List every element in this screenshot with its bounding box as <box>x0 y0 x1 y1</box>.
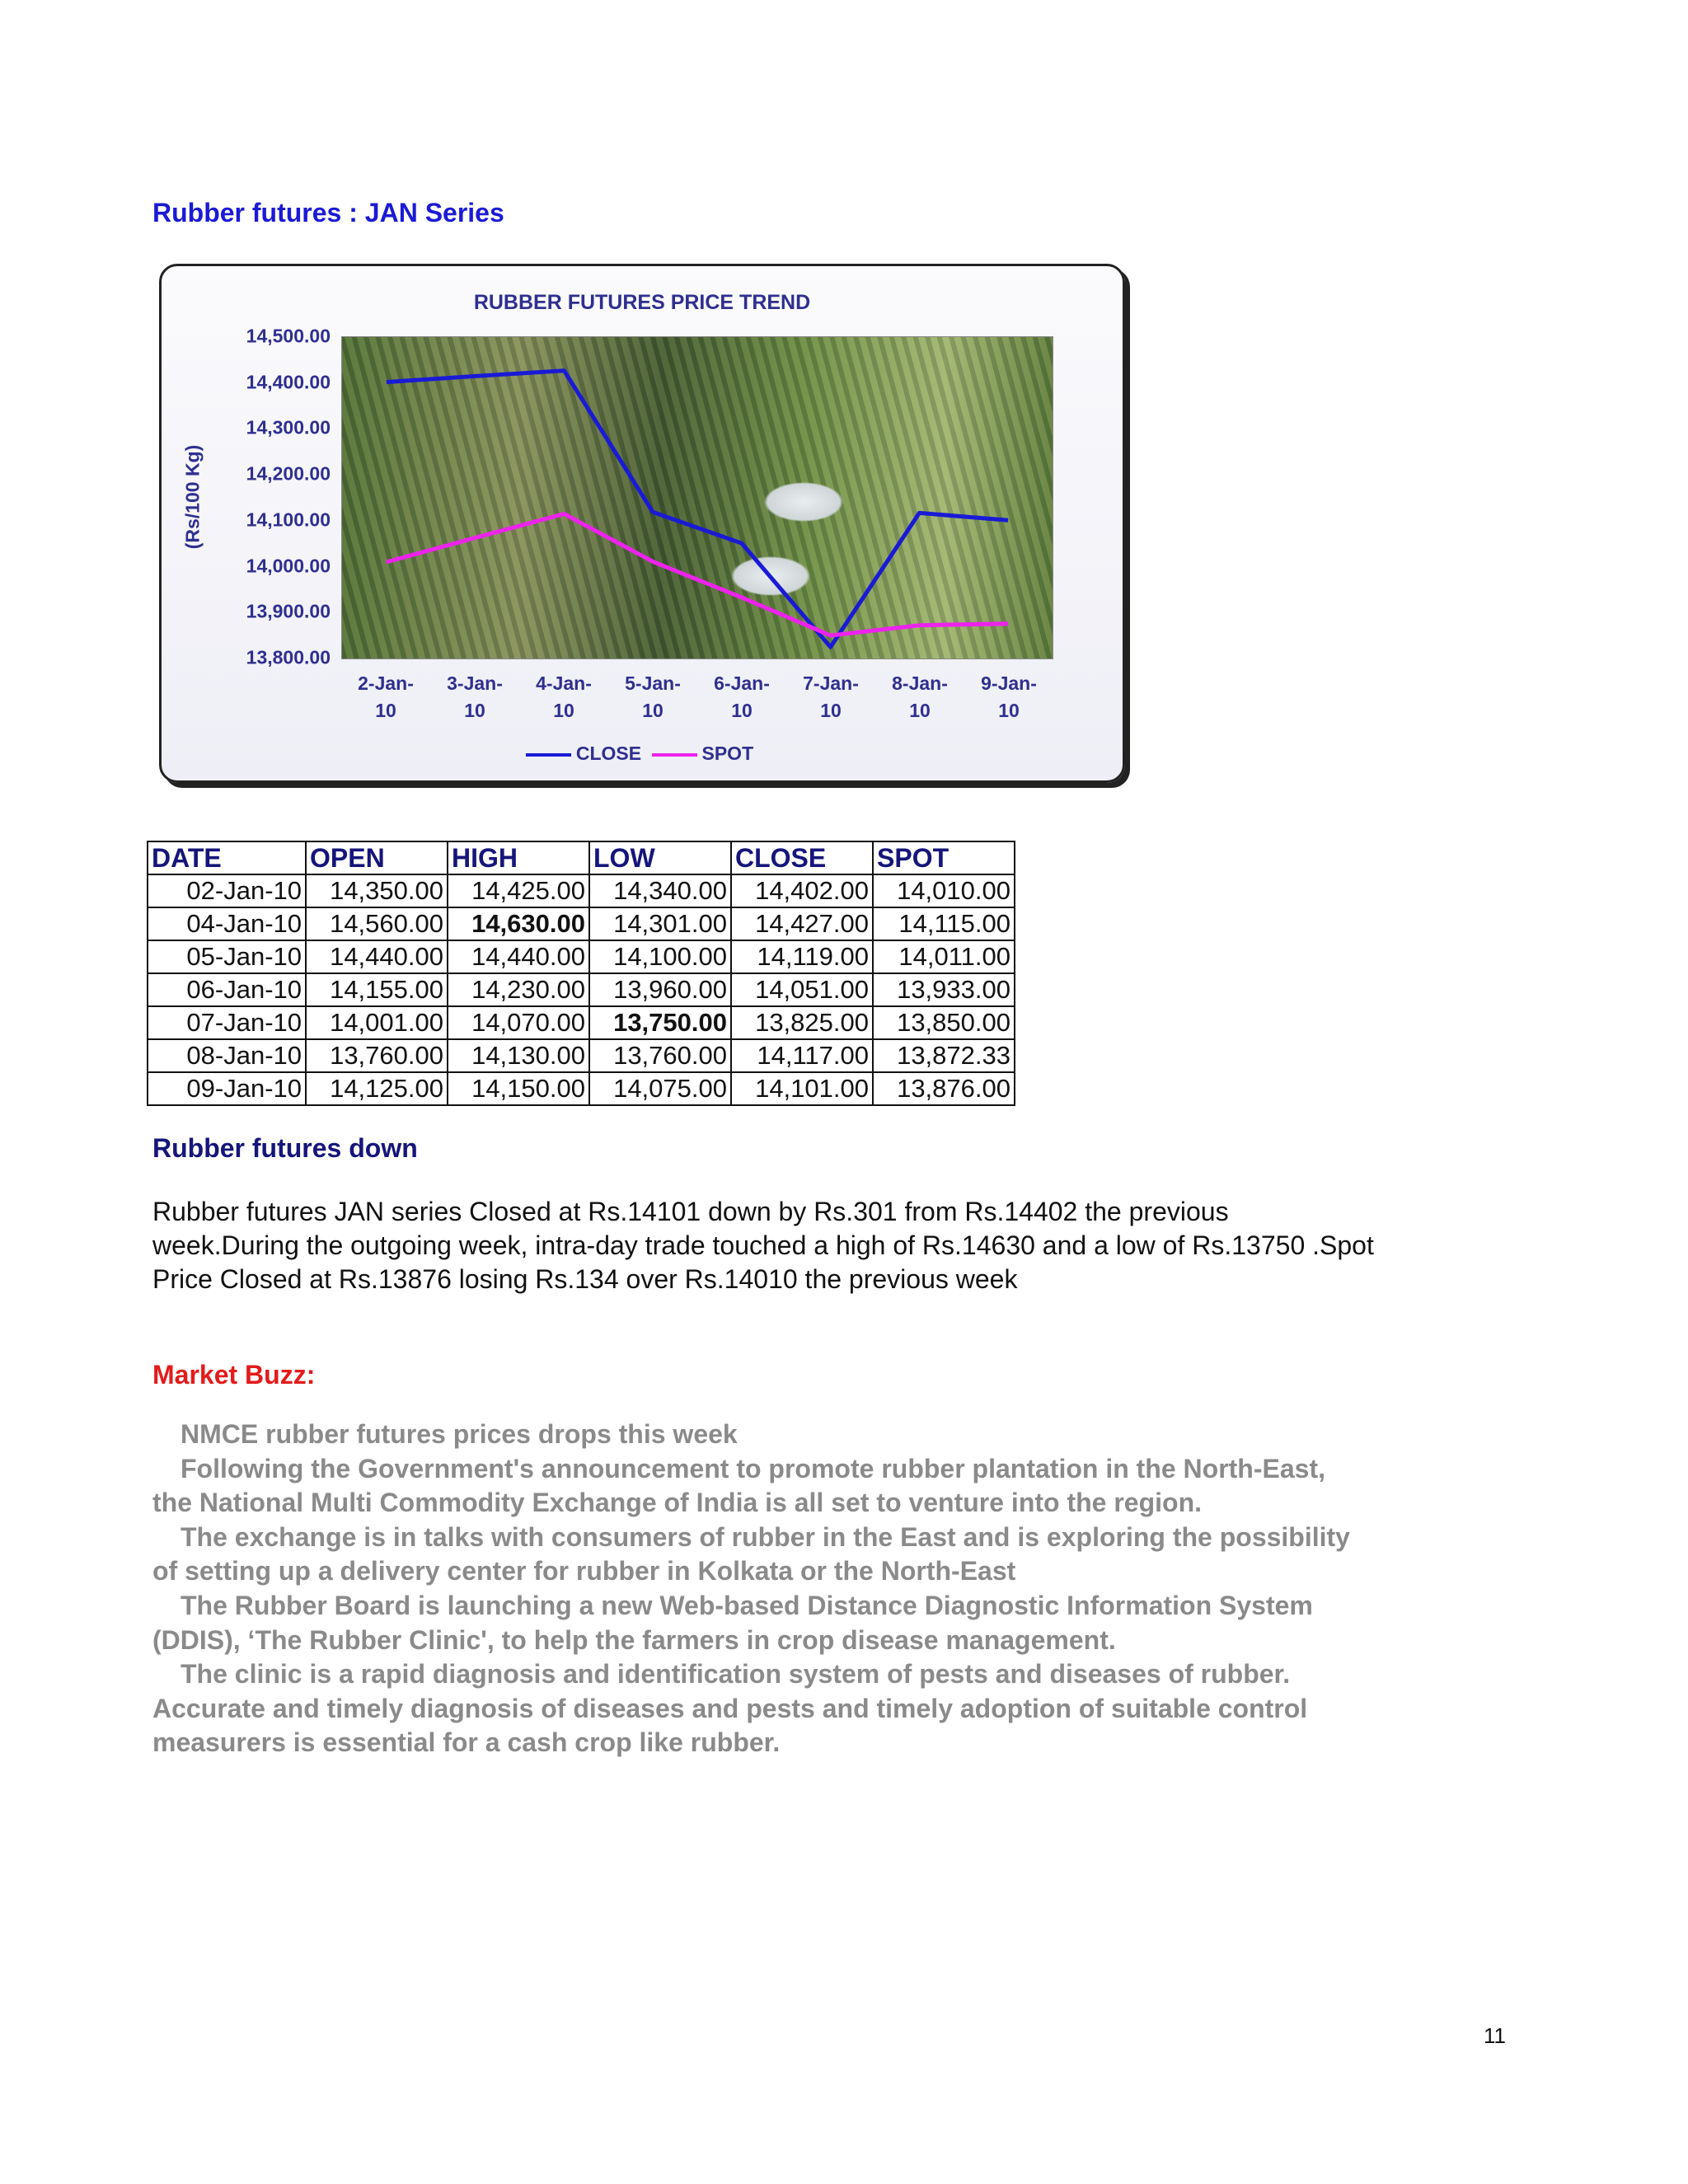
close-legend-label: CLOSE <box>575 743 642 764</box>
table-cell: 14,350.00 <box>306 874 448 907</box>
table-cell: 14,560.00 <box>306 907 448 940</box>
table-row <box>148 1039 1015 1072</box>
column-header: OPEN <box>306 841 448 874</box>
table-header-row <box>148 841 1015 874</box>
x-tick-label: 4-Jan- 10 <box>536 673 592 721</box>
table-cell: 14,070.00 <box>448 1006 589 1039</box>
table-row <box>148 874 1015 907</box>
table-cell: 06-Jan-10 <box>148 973 306 1006</box>
summary-heading: Rubber futures down <box>152 1133 418 1163</box>
table-cell: 14,001.00 <box>306 1006 448 1039</box>
table-cell: 14,011.00 <box>873 940 1015 973</box>
table-row <box>148 1006 1015 1039</box>
table-cell: 13,872.33 <box>873 1039 1015 1072</box>
y-tick-label: 13,900.00 <box>246 600 331 622</box>
table-cell: 14,100.00 <box>589 940 731 973</box>
buzz-line: Following the Government's announcement to promote rubber plantation in the North-East, <box>181 1453 1325 1483</box>
spot-legend-label: SPOT <box>701 743 754 764</box>
table-cell: 07-Jan-10 <box>148 1006 306 1039</box>
table-cell: 14,150.00 <box>448 1072 589 1105</box>
table-cell: 14,101.00 <box>731 1072 873 1105</box>
y-tick-label: 14,500.00 <box>246 325 331 347</box>
table-cell-week-low: 13,750.00 <box>589 1006 731 1039</box>
market-buzz-body <box>152 1418 1438 1760</box>
summary-paragraph <box>152 1195 1438 1296</box>
summary-line: Price Closed at Rs.13876 losing Rs.134 over Rs.14010 the previous week <box>152 1264 1018 1294</box>
table-cell: 14,119.00 <box>731 940 873 973</box>
y-tick-label: 13,800.00 <box>246 646 331 668</box>
y-tick-label: 14,000.00 <box>246 555 331 577</box>
section-title: Rubber futures : JAN Series <box>152 198 504 227</box>
table-cell: 14,340.00 <box>589 874 731 907</box>
x-tick-label: 8-Jan- 10 <box>892 673 948 721</box>
buzz-line: The clinic is a rapid diagnosis and identification system of pests and diseases of rubber. <box>181 1659 1291 1690</box>
x-tick-label: 3-Jan- 10 <box>447 673 503 721</box>
table-cell: 04-Jan-10 <box>148 907 306 940</box>
table-cell-week-high: 14,630.00 <box>448 907 589 940</box>
table-cell: 13,960.00 <box>589 973 731 1006</box>
x-tick-label: 6-Jan- 10 <box>714 673 770 721</box>
table-cell: 14,425.00 <box>448 874 589 907</box>
buzz-line: measurers is essential for a cash crop like rubber. <box>152 1727 781 1758</box>
market-buzz-heading: Market Buzz: <box>152 1360 316 1390</box>
y-axis-label: (Rs/100 Kg) <box>181 444 204 550</box>
x-tick-label: 7-Jan- 10 <box>803 673 859 721</box>
y-tick-label: 14,400.00 <box>246 371 331 393</box>
table-cell: 14,402.00 <box>731 874 873 907</box>
table-cell: 13,876.00 <box>873 1072 1015 1105</box>
price-table <box>147 841 1015 1106</box>
x-tick-label: 9-Jan- 10 <box>981 673 1037 721</box>
table-row <box>148 973 1015 1006</box>
table-cell: 08-Jan-10 <box>148 1039 306 1072</box>
table-cell: 09-Jan-10 <box>148 1072 306 1105</box>
table-cell: 14,427.00 <box>731 907 873 940</box>
table-cell: 14,440.00 <box>306 940 448 973</box>
table-cell: 14,301.00 <box>589 907 731 940</box>
y-tick-label: 14,300.00 <box>246 416 331 438</box>
buzz-line: NMCE rubber futures prices drops this week <box>181 1419 738 1449</box>
table-cell: 14,125.00 <box>306 1072 448 1105</box>
table-cell: 14,010.00 <box>873 874 1015 907</box>
table-cell: 13,760.00 <box>589 1039 731 1072</box>
series-line-spot <box>387 514 1008 636</box>
table-cell: 14,051.00 <box>731 973 873 1006</box>
summary-line: week.During the outgoing week, intra-day trade touched a high of Rs.14630 and a low of Rs.13750 .Spot <box>152 1230 1374 1260</box>
table-cell: 05-Jan-10 <box>148 940 306 973</box>
chart-legend <box>162 743 1123 765</box>
column-header: DATE <box>148 841 306 874</box>
chart-title: RUBBER FUTURES PRICE TREND <box>473 291 811 314</box>
column-header: LOW <box>589 841 731 874</box>
spot-legend-swatch <box>652 753 697 757</box>
table-row <box>148 940 1015 973</box>
table-cell: 14,440.00 <box>448 940 589 973</box>
table-cell: 14,155.00 <box>306 973 448 1006</box>
plot-lines <box>342 337 1053 658</box>
series-line-close <box>387 371 1008 647</box>
close-legend-swatch <box>526 753 571 757</box>
column-header: SPOT <box>873 841 1015 874</box>
price-trend-chart <box>159 264 1125 783</box>
x-tick-label: 5-Jan- 10 <box>625 673 681 721</box>
buzz-line: Accurate and timely diagnosis of diseases and pests and timely adoption of suitable control <box>152 1693 1308 1723</box>
buzz-line: The exchange is in talks with consumers of rubber in the East and is exploring the possibility <box>181 1521 1350 1552</box>
table-cell: 14,115.00 <box>873 907 1015 940</box>
table-row <box>148 1072 1015 1105</box>
table-row <box>148 907 1015 940</box>
table-cell: 13,760.00 <box>306 1039 448 1072</box>
buzz-line: (DDIS), ‘The Rubber Clinic', to help the farmers in crop disease management. <box>152 1624 1116 1655</box>
column-header: HIGH <box>448 841 589 874</box>
y-tick-label: 14,200.00 <box>246 462 331 485</box>
buzz-line: of setting up a delivery center for rubber in Kolkata or the North-East <box>152 1556 1016 1586</box>
table-cell: 13,825.00 <box>731 1006 873 1039</box>
table-cell: 13,933.00 <box>873 973 1015 1006</box>
x-tick-label: 2-Jan- 10 <box>358 673 414 721</box>
summary-line: Rubber futures JAN series Closed at Rs.14101 down by Rs.301 from Rs.14402 the previous <box>152 1197 1229 1226</box>
table-cell: 02-Jan-10 <box>148 874 306 907</box>
buzz-line: the National Multi Commodity Exchange of India is all set to venture into the region. <box>152 1488 1203 1518</box>
table-cell: 13,850.00 <box>873 1006 1015 1039</box>
table-cell: 14,230.00 <box>448 973 589 1006</box>
y-tick-label: 14,100.00 <box>246 509 331 531</box>
table-cell: 14,130.00 <box>448 1039 589 1072</box>
plot-area <box>341 336 1053 659</box>
table-cell: 14,075.00 <box>589 1072 731 1105</box>
column-header: CLOSE <box>731 841 873 874</box>
table-cell: 14,117.00 <box>731 1039 873 1072</box>
page-number: 11 <box>1484 2023 1506 2048</box>
buzz-line: The Rubber Board is launching a new Web-based Distance Diagnostic Information System <box>181 1590 1313 1620</box>
